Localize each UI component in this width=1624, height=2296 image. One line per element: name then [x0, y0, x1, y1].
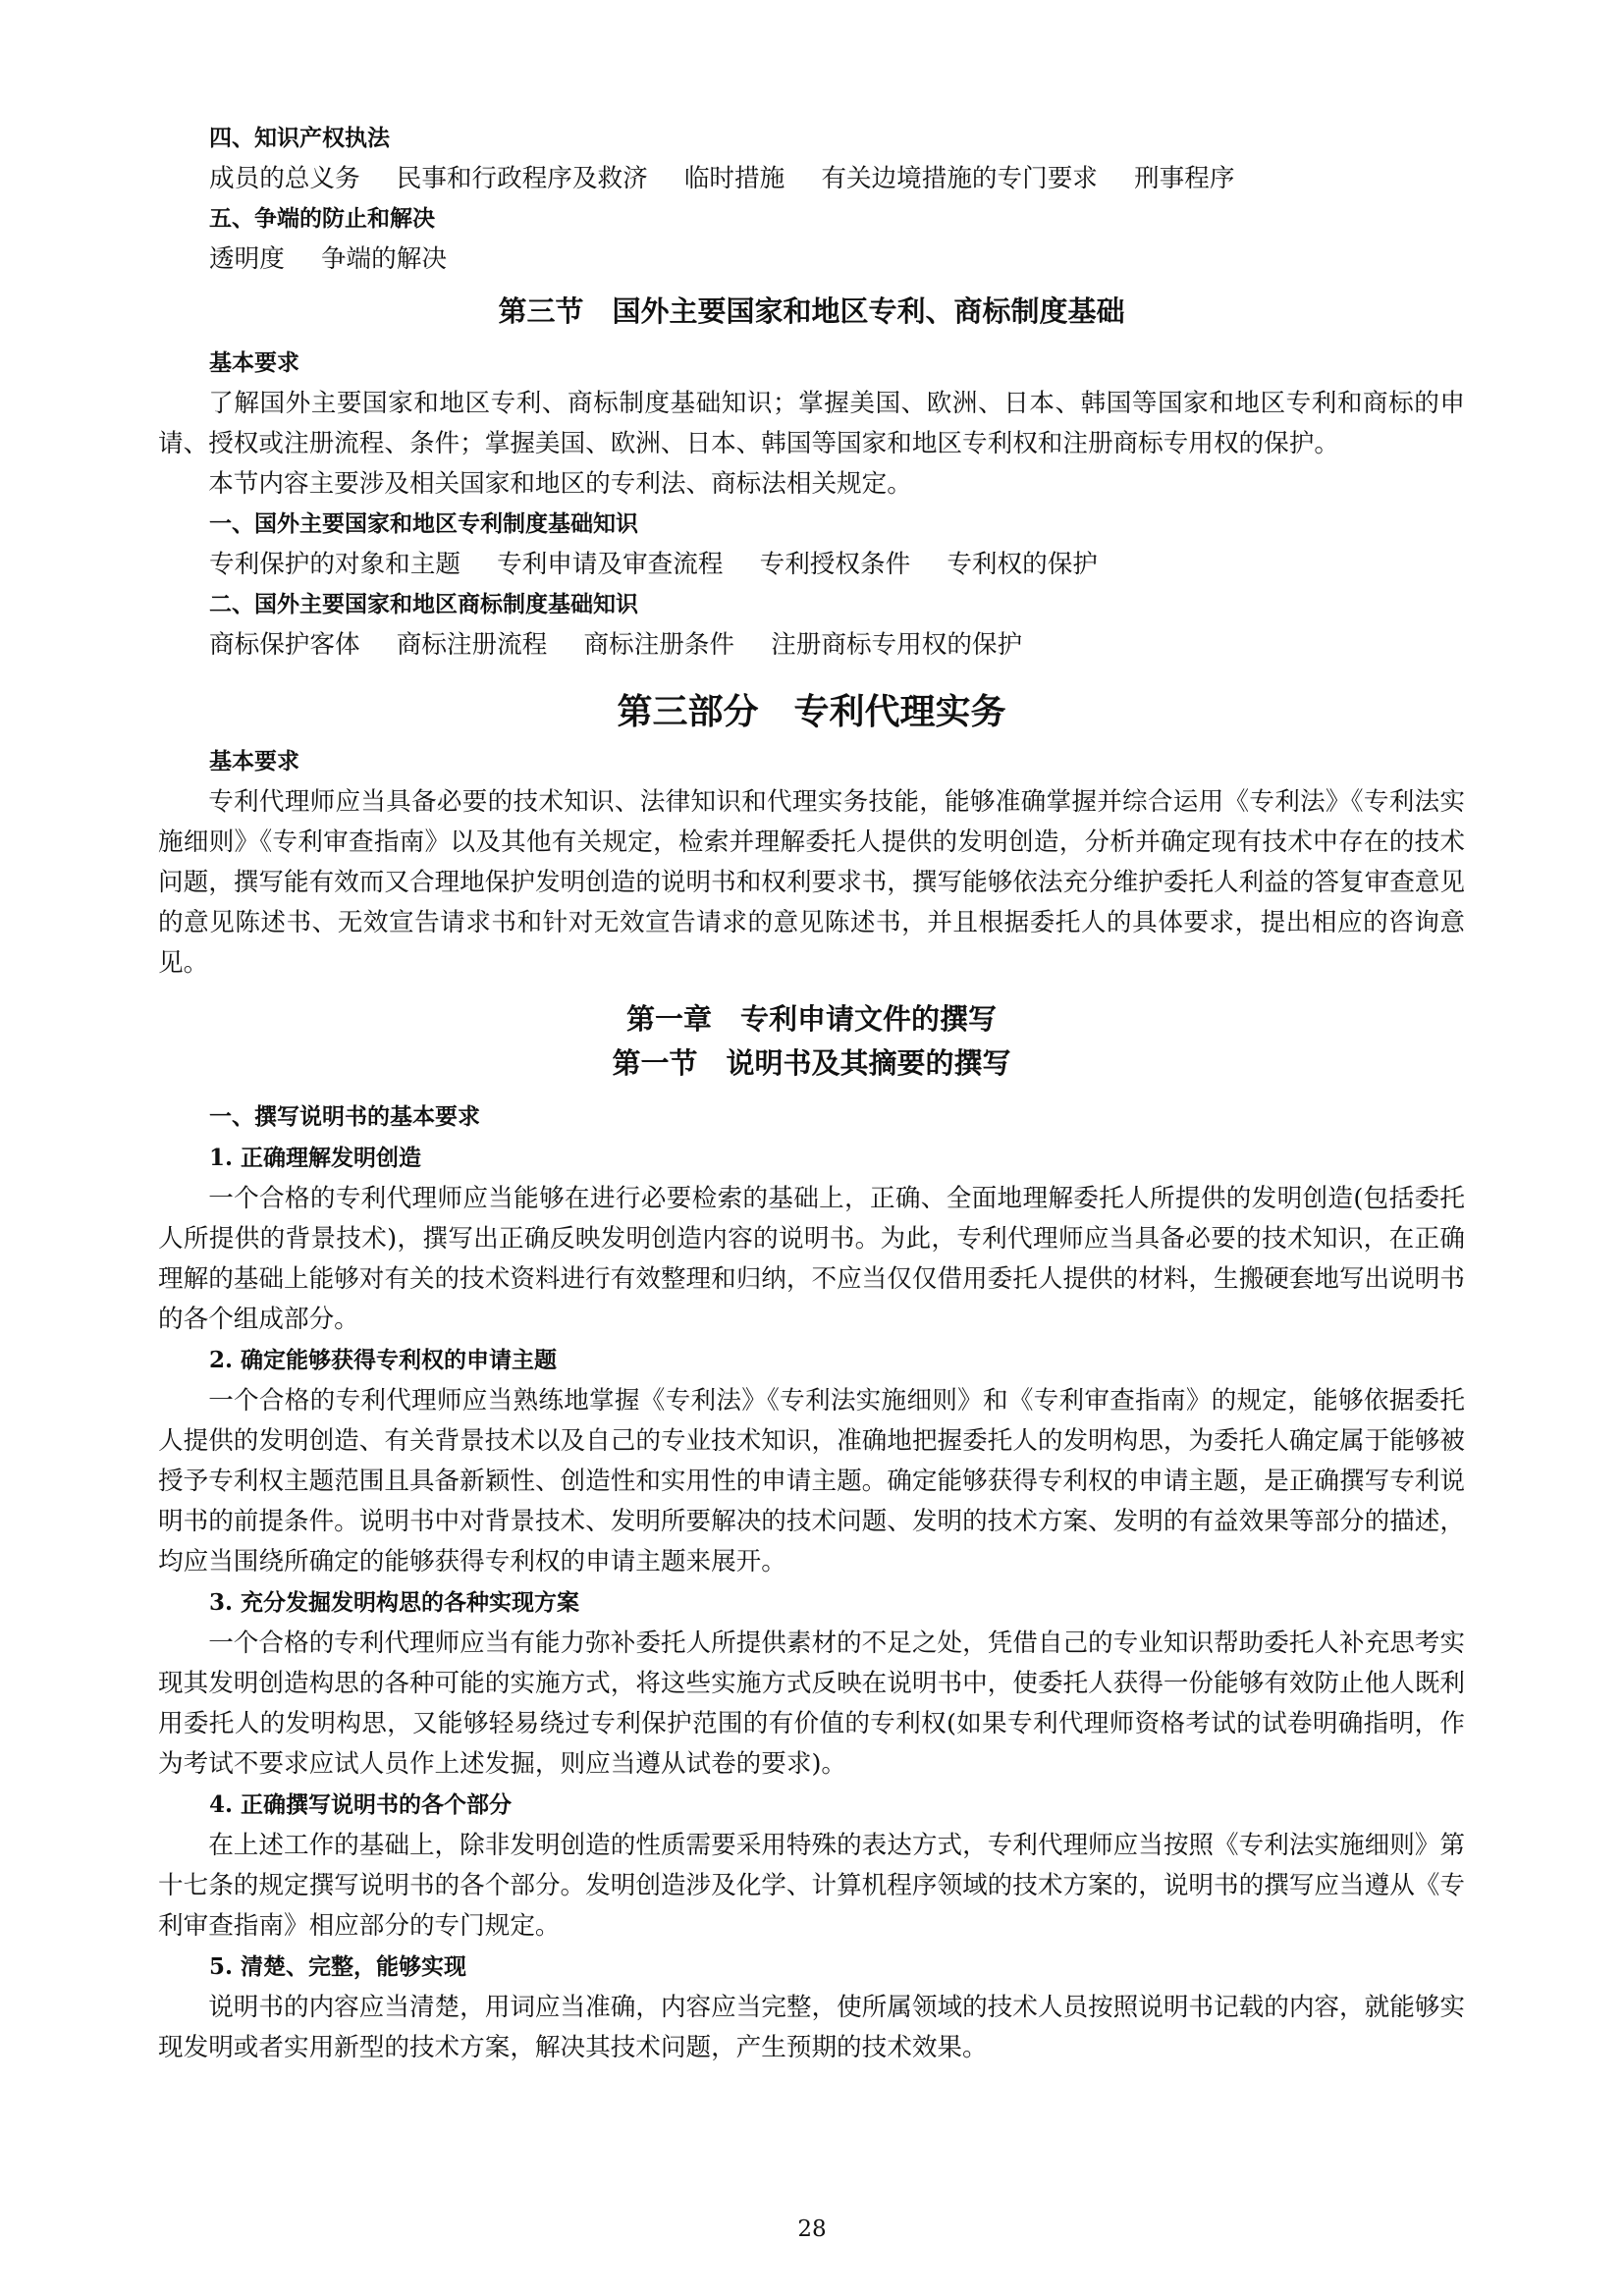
page-number: 28 — [797, 2216, 827, 2242]
term-list-foreign-trademark — [158, 625, 1465, 666]
item-title: 清楚、完整，能够实现 — [241, 1954, 467, 1980]
item-number: 1. — [209, 1145, 234, 1171]
term-list-foreign-patent — [158, 545, 1465, 585]
term: 刑事程序 — [1134, 164, 1235, 193]
term: 透明度 — [209, 244, 285, 274]
term: 成员的总义务 — [209, 164, 360, 193]
item-heading — [158, 1947, 1465, 1988]
part-title-patent-practice: 第三部分 专利代理实务 — [617, 692, 1006, 732]
heading-foreign-patent-basics: 一、国外主要国家和地区专利制度基础知识 — [209, 511, 638, 537]
heading-dispute-settlement: 五、争端的防止和解决 — [209, 206, 435, 232]
item-number: 3. — [209, 1589, 234, 1616]
term: 商标注册流程 — [396, 630, 548, 660]
item-heading — [158, 1785, 1465, 1826]
item-title: 确定能够获得专利权的申请主题 — [241, 1348, 558, 1373]
chapter-title: 第一章 专利申请文件的撰写 — [625, 1002, 997, 1036]
term: 有关边境措施的专门要求 — [821, 164, 1098, 193]
term: 临时措施 — [683, 164, 785, 193]
term: 专利授权条件 — [759, 550, 911, 579]
heading-spec-requirements: 一、撰写说明书的基本要求 — [209, 1104, 480, 1130]
item-title: 正确撰写说明书的各个部分 — [241, 1792, 513, 1818]
item-text: 说明书的内容应当清楚，用词应当准确，内容应当完整，使所属领域的技术人员按照说明书记载的内容，就能够实现发明或者实用新型的技术方案，解决其技术问题，产生预期的技术效果。 — [158, 1993, 1465, 2062]
heading-foreign-trademark-basics: 二、国外主要国家和地区商标制度基础知识 — [209, 592, 638, 617]
item-number: 2. — [209, 1347, 234, 1373]
basic-requirements-text: 了解国外主要国家和地区专利、商标制度基础知识；掌握美国、欧洲、日本、韩国等国家和地区专利和商标的申请、授权或注册流程、条件；掌握美国、欧洲、日本、韩国等国家和地区专利权和注册商标专用权的保护。 — [158, 389, 1465, 458]
basic-requirements-heading: 基本要求 — [209, 350, 299, 376]
term: 民事和行政程序及救济 — [396, 164, 648, 193]
section-title-foreign-systems: 第三节 国外主要国家和地区专利、商标制度基础 — [498, 294, 1125, 328]
basic-requirements-text: 专利代理师应当具备必要的技术知识、法律知识和代理实务技能，能够准确掌握并综合运用《专利法》《专利法实施细则》《专利审查指南》以及其他有关规定，检索并理解委托人提供的发明创造，分析并确定现有技术中存在的技术问题，撰写能有效而又合理地保护发明创造的说明书和权利要求书，撰写能够依法充分维护委托人利益的答复审查意见的意见陈述书、无效宣告请求书和针对无效宣告请求的意见陈述书，并且根据委托人的具体要求，提出相应的咨询意见。 — [158, 787, 1465, 978]
item-text: 一个合格的专利代理师应当有能力弥补委托人所提供素材的不足之处，凭借自己的专业知识帮助委托人补充思考实现其发明创造构思的各种可能的实施方式，将这些实施方式反映在说明书中，使委托人获得一份能够有效防止他人既利用委托人的发明构思，又能够轻易绕过专利保护范围的有价值的专利权(如果专利代理师资格考试的试卷明确指明，作为考试不要求应试人员作上述发掘，则应当遵从试卷的要求)。 — [158, 1629, 1465, 1779]
item-title: 正确理解发明创造 — [241, 1146, 422, 1171]
item-heading — [158, 1340, 1465, 1381]
item-text: 一个合格的专利代理师应当能够在进行必要检索的基础上，正确、全面地理解委托人所提供的发明创造(包括委托人所提供的背景技术)，撰写出正确反映发明创造内容的说明书。为此，专利代理师应当具备必要的技术知识，在正确理解的基础上能够对有关的技术资料进行有效整理和归纳，不应当仅仅借用委托人提供的材料，生搬硬套地写出说明书的各个组成部分。 — [158, 1184, 1465, 1334]
item-title: 充分发掘发明构思的各种实现方案 — [241, 1590, 580, 1616]
basic-requirements-heading: 基本要求 — [209, 749, 299, 774]
term: 专利申请及审查流程 — [497, 550, 724, 579]
term-list-ip-enforcement — [158, 159, 1465, 199]
term: 专利保护的对象和主题 — [209, 550, 460, 579]
item-heading — [158, 1138, 1465, 1179]
item-text: 在上述工作的基础上，除非发明创造的性质需要采用特殊的表达方式，专利代理师应当按照《专利法实施细则》第十七条的规定撰写说明书的各个部分。发明创造涉及化学、计算机程序领域的技术方案的，说明书的撰写应当遵从《专利审查指南》相应部分的专门规定。 — [158, 1831, 1465, 1941]
term: 争端的解决 — [320, 244, 447, 274]
heading-ip-enforcement: 四、知识产权执法 — [209, 126, 390, 151]
section-scope-text: 本节内容主要涉及相关国家和地区的专利法、商标法相关规定。 — [208, 469, 912, 499]
document-page — [158, 119, 1465, 2068]
item-number: 4. — [209, 1791, 234, 1818]
item-text: 一个合格的专利代理师应当熟练地掌握《专利法》《专利法实施细则》和《专利审查指南》的规定，能够依据委托人提供的发明创造、有关背景技术以及自己的专业技术知识，准确地把握委托人的发明构思，为委托人确定属于能够被授予专利权主题范围且具备新颖性、创造性和实用性的申请主题。确定能够获得专利权的申请主题，是正确撰写专利说明书的前提条件。说明书中对背景技术、发明所要解决的技术问题、发明的技术方案、发明的有益效果等部分的描述，均应当围绕所确定的能够获得专利权的申请主题来展开。 — [158, 1386, 1465, 1576]
term-list-dispute-settlement — [158, 240, 1465, 280]
term: 注册商标专用权的保护 — [771, 630, 1023, 660]
item-number: 5. — [209, 1953, 234, 1980]
term: 商标注册条件 — [583, 630, 735, 660]
term: 专利权的保护 — [947, 550, 1098, 579]
section-title: 第一节 说明书及其摘要的撰写 — [612, 1046, 1011, 1080]
term: 商标保护客体 — [209, 630, 360, 660]
item-heading — [158, 1582, 1465, 1624]
